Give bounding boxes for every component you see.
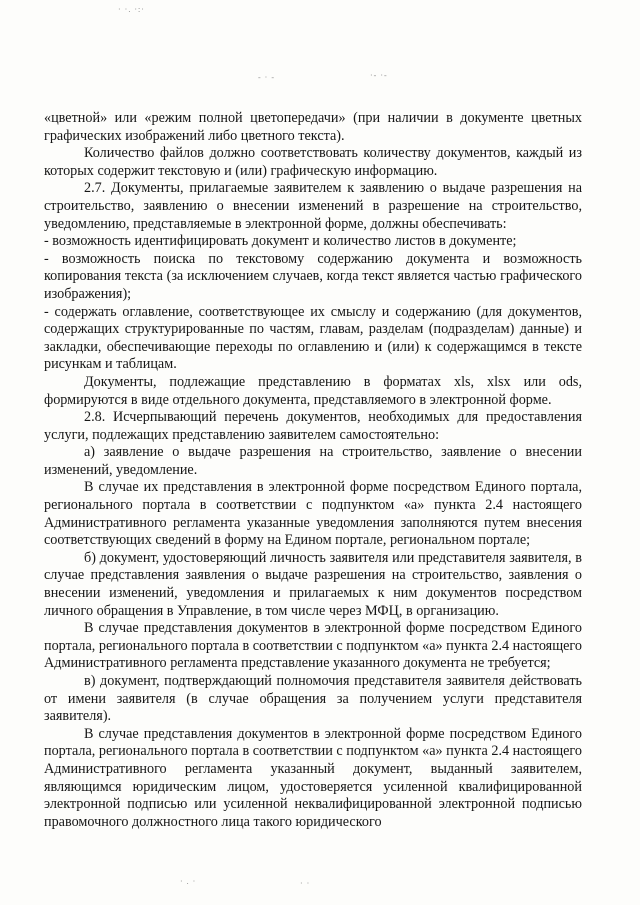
- list-item-a: а) заявление о выдаче разрешения на строительство, заявление о внесении изменений, уведомление.: [44, 444, 582, 478]
- document-body: [44, 110, 582, 831]
- scan-artifact: · ·. ·:·: [118, 5, 145, 14]
- list-item: - возможность идентифицировать документ и количество листов в документе;: [44, 233, 517, 250]
- list-item: - возможность поиска по текстовому содержанию документа и возможность копирования текста (за исключением случаев, когда текст является частью графического изображения);: [44, 250, 582, 302]
- paragraph-section-2-7: 2.7. Документы, прилагаемые заявителем к заявлению о выдаче разрешения на строительство, заявлению о внесении изменений в разрешение на строительство, уведомлению, представляемые в электронной форме, должны обеспечивать:: [44, 180, 582, 232]
- paragraph: В случае их представления в электронной форме посредством Единого портала, регионального портала в соответствии с подпунктом «а» пункта 2.4 настоящего Административного регламента указанные уведомления заполняются путем внесения соответствующих сведений в форму на Едином портале, региональном портале;: [44, 479, 582, 549]
- list-item-b: б) документ, удостоверяющий личность заявителя или представителя заявителя, в случае представления заявления о выдаче разрешения на строительство, заявления о внесении изменений, уведомления и прилагаемых к ним документов посредством личного обращения в Управление, в том числе через МФЦ, в организацию.: [44, 549, 582, 619]
- paragraph-section-2-8: 2.8. Исчерпывающий перечень документов, необходимых для предоставления услуги, подлежащих представлению заявителем самостоятельно:: [44, 409, 582, 443]
- list-item: - содержать оглавление, соответствующее их смыслу и содержанию (для документов, содержащих структурированные по частям, главам, разделам (подразделам) данные) и закладки, обеспечивающие переходы по оглавлению и (или) к содержащимся в тексте рисункам и таблицам.: [44, 303, 582, 373]
- scan-artifact: - · -: [258, 73, 275, 82]
- scan-artifact: · . ·: [180, 877, 197, 886]
- scan-artifact: · ·: [300, 879, 311, 888]
- scan-artifact: ·- ·-: [370, 71, 388, 80]
- paragraph: Количество файлов должно соответствовать количеству документов, каждый из которых содержит текстовую и (или) графическую информацию.: [44, 145, 582, 179]
- paragraph: В случае представления документов в электронной форме посредством Единого портала, регионального портала в соответствии с подпунктом «а» пункта 2.4 настоящего Административного регламента представление указанного документа не требуется;: [44, 620, 582, 672]
- paragraph: В случае представления документов в электронной форме посредством Единого портала, регионального портала в соответствии с подпунктом «а» пункта 2.4 настоящего Административного регламента указанный документ, выданный заявителем, являющимся юридическим лицом, удостоверяется усиленной квалифицированной электронной подписью или усиленной неквалифицированной электронной подписью правомочного должностного лица такого юридического: [44, 725, 582, 830]
- paragraph: Документы, подлежащие представлению в форматах xls, xlsx или ods, формируются в виде отдельного документа, представляемого в электронной форме.: [44, 373, 582, 408]
- paragraph: «цветной» или «режим полной цветопередачи» (при наличии в документе цветных графических изображений либо цветного текста).: [44, 110, 582, 144]
- list-item-v: в) документ, подтверждающий полномочия представителя заявителя действовать от имени заявителя (в случае обращения за получением услуги представителя заявителя).: [44, 673, 582, 725]
